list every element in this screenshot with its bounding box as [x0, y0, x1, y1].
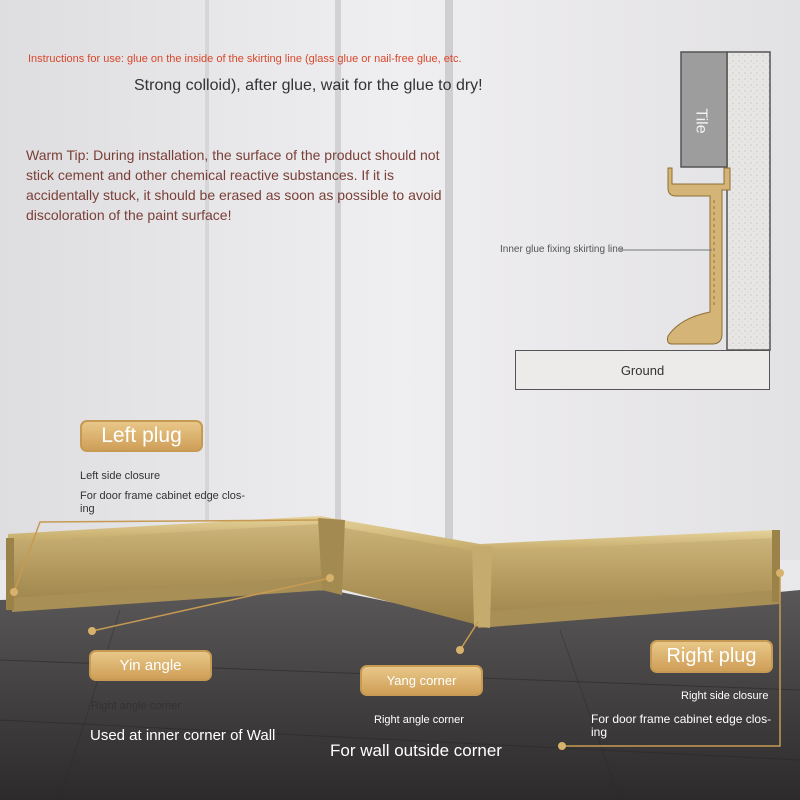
left-plug-cap	[6, 538, 14, 610]
yang-corner-line2: For wall outside corner	[330, 741, 502, 760]
ground-box	[515, 350, 770, 390]
right-plug-line1: Right side closure	[681, 690, 769, 702]
left-plug-line3: ing	[80, 503, 95, 515]
yin-angle-line2: Used at inner corner of Wall	[90, 727, 276, 744]
warm-tip-text: Warm Tip: During installation, the surface of the product should not stick cement and other chemical reactive substances. If it is accidentally stuck, it should be erased as soon as possible to avoid discoloration of the paint surface!	[26, 147, 442, 223]
instruction-continued-text: Strong colloid), after glue, wait for the glue to dry!	[134, 77, 483, 94]
yin-angle-piece	[318, 518, 345, 595]
yin-angle-line1: Right angle corner	[91, 700, 181, 712]
yang-corner-badge: Yang corner	[360, 665, 483, 696]
yin-angle-badge: Yin angle	[89, 650, 212, 681]
left-plug-line1: Left side closure	[80, 470, 161, 482]
instruction-text: Instructions for use: glue on the inside of the skirting line (glass glue or nail-free glue, etc.	[28, 53, 462, 65]
right-plug-line2: For door frame cabinet edge clos-	[591, 712, 772, 726]
yang-corner-line1: Right angle corner	[374, 714, 464, 726]
ground-label: Ground	[620, 362, 665, 378]
wall-section	[727, 52, 770, 350]
right-plug-cap	[772, 530, 780, 602]
glue-fixing-label: Inner glue fixing skirting line	[500, 244, 624, 255]
right-plug-line3: ing	[591, 725, 608, 739]
left-plug-line2: For door frame cabinet edge clos-	[80, 490, 246, 502]
tile-label: Tile	[692, 108, 710, 134]
yang-corner-piece	[472, 546, 492, 628]
left-plug-badge: Left plug	[80, 420, 203, 452]
right-plug-badge: Right plug	[650, 640, 773, 673]
